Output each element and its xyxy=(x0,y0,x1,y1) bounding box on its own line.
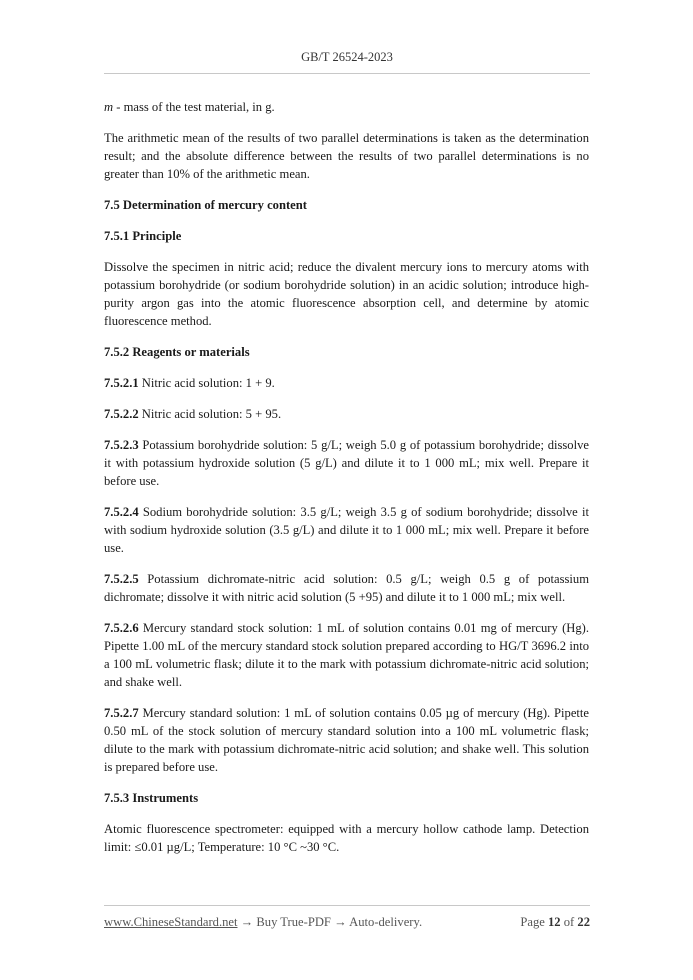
page-header xyxy=(104,50,590,65)
item-number: 7.5.2.1 xyxy=(104,376,139,390)
reagent-item xyxy=(104,619,589,691)
item-text: Nitric acid solution: 1 + 9. xyxy=(138,376,275,390)
reagent-item xyxy=(104,374,589,392)
item-text: Mercury standard solution: 1 mL of solution contains 0.05 µg of mercury (Hg). Pipette 0.50 mL of the stock solution of mercury standard solution into a 100 mL volumetric flask; dilute to the mark with potassium dichromate-nitric acid solution; and shake well. This solution is prepared before use. xyxy=(104,706,589,774)
item-number: 7.5.2.4 xyxy=(104,505,139,519)
promo-text: → Buy True-PDF → Auto-delivery. xyxy=(237,915,423,929)
page-current: 12 xyxy=(548,915,561,929)
item-text: Potassium dichromate-nitric acid solution: 0.5 g/L; weigh 0.5 g of potassium dichromate; dissolve it with nitric acid solution (5 +95) and dilute it to 1 000 mL; mix well. xyxy=(104,572,589,604)
item-text: Potassium borohydride solution: 5 g/L; weigh 5.0 g of potassium borohydride; dissolve it with potassium hydroxide solution (5 g/L) and dilute it to 1 000 mL; mix well. Prepare it before use. xyxy=(104,438,589,488)
item-number: 7.5.2.5 xyxy=(104,572,139,586)
section-heading-7-5: 7.5 Determination of mercury content xyxy=(104,198,307,212)
section-heading-7-5-3: 7.5.3 Instruments xyxy=(104,791,199,805)
variable-description: - mass of the test material, in g. xyxy=(113,100,275,114)
section-heading-7-5-1: 7.5.1 Principle xyxy=(104,229,182,243)
paragraph-instruments: Atomic fluorescence spectrometer: equipped with a mercury hollow cathode lamp. Detection limit: ≤0.01 µg/L; Temperature: 10 °C ~30 °C. xyxy=(104,822,589,854)
reagent-item xyxy=(104,436,589,490)
item-text: Mercury standard stock solution: 1 mL of solution contains 0.01 mg of mercury (Hg). Pipette 1.00 mL of the mercury standard stock solution prepared according to HG/T 3696.2 into a 100 mL volumetric flask; dilute it to the mark with potassium dichromate-nitric acid solution; and shake well. xyxy=(104,621,589,689)
page-of: of xyxy=(563,915,575,929)
variable-definition xyxy=(104,98,589,116)
standard-code: GB/T 26524-2023 xyxy=(301,50,393,64)
variable-symbol: m xyxy=(104,100,114,114)
footer-divider xyxy=(104,905,590,906)
item-number: 7.5.2.7 xyxy=(104,706,139,720)
section-heading-7-5-2: 7.5.2 Reagents or materials xyxy=(104,345,250,359)
header-divider xyxy=(104,73,590,74)
reagent-item xyxy=(104,503,589,557)
page-total: 22 xyxy=(577,915,590,929)
paragraph-mean: The arithmetic mean of the results of two parallel determinations is taken as the determination result; and the absolute difference between the results of two parallel determinations is no greater than 10% of the arithmetic mean. xyxy=(104,131,589,181)
item-number: 7.5.2.3 xyxy=(104,438,139,452)
page-footer xyxy=(104,915,590,930)
paragraph-principle: Dissolve the specimen in nitric acid; reduce the divalent mercury ions to mercury atoms with potassium borohydride (or sodium borohydride solution) in an acidic solution; introduce high-purity argon gas into the atomic fluorescence absorption cell, and determine by atomic fluorescence method. xyxy=(104,260,589,328)
page-number xyxy=(520,915,590,930)
item-number: 7.5.2.6 xyxy=(104,621,139,635)
reagent-item xyxy=(104,570,589,606)
item-text: Sodium borohydride solution: 3.5 g/L; weigh 3.5 g of sodium borohydride; dissolve it with sodium hydroxide solution (3.5 g/L) and dilute it to 1 000 mL; mix well. Prepare it before use. xyxy=(104,505,589,555)
document-body xyxy=(104,98,589,869)
item-text: Nitric acid solution: 5 + 95. xyxy=(138,407,282,421)
page-label: Page xyxy=(520,915,545,929)
item-number: 7.5.2.2 xyxy=(104,407,139,421)
website-link[interactable]: www.ChineseStandard.net xyxy=(104,915,238,929)
reagent-item xyxy=(104,704,589,776)
reagent-item xyxy=(104,405,589,423)
